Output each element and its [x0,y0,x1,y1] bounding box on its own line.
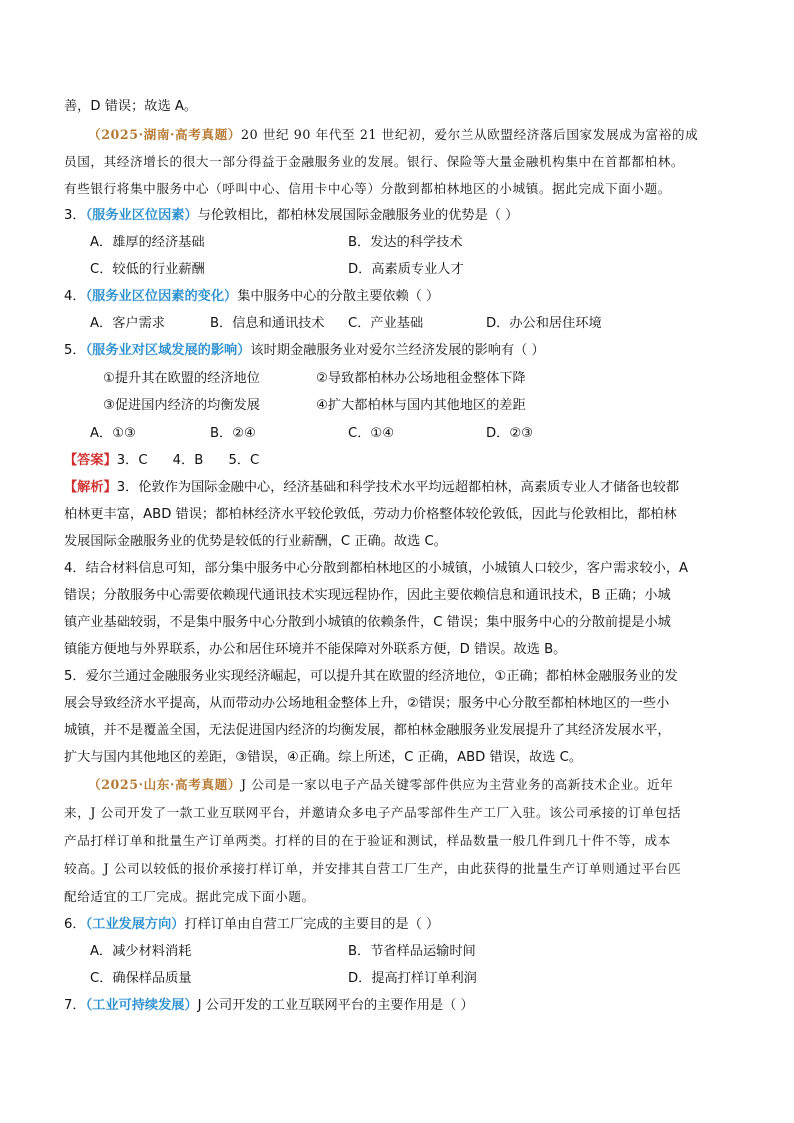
question-4-stem [64,287,439,307]
q4-option-d: D．办公和居住环境 [486,316,602,331]
analysis-line-5: 错误；分散服务中心需要依赖现代通讯技术实现远程协作，因此主要依赖信息和通讯技术，B 正确；小城 [64,588,671,603]
analysis-text: 3．伦敦作为国际金融中心，经济基础和科学技术水平均远超都柏林，高素质专业人才储备也较都 [116,480,680,495]
q4-option-c: C．产业基础 [348,316,424,331]
question-7-stem [64,996,474,1016]
passage-2-source: （2025·山东·高考真题） [88,777,241,792]
analysis-line-11: 扩大与国内其他地区的差距，③错误，④正确。综上所述，C 正确，ABD 错误，故选 C。 [64,750,583,765]
q6-option-d: D．提高打样订单利润 [348,971,477,986]
q5-option-b: B．②④ [210,426,256,441]
answer-label: 【答案】 [64,453,117,468]
analysis-line-9: 展会导致经济水平提高，从而带动办公场地租金整体上升，②错误；服务中心分散至都柏林地区的一些小 [64,696,670,711]
passage-1-line-3: 有些银行将集中服务中心（呼叫中心、信用卡中心等）分散到都柏林地区的小城镇。据此完成下面小题。 [64,181,671,196]
answer-line [64,451,259,471]
passage-2-text: J 公司是一家以电子产品关键零部件供应为主营业务的高新技术企业。近年 [240,777,674,792]
analysis-line-3: 发展国际金融服务业的优势是较低的行业薪酬，C 正确。故选 C。 [64,534,447,549]
q4-option-a: A．客户需求 [90,316,165,331]
q5-option-c: C．①④ [348,426,395,441]
q3-option-c: C．较低的行业薪酬 [90,262,205,277]
question-number: 6． [64,917,86,932]
question-text: J 公司开发的工业互联网平台的主要作用是（ ） [197,998,474,1013]
intro-line: 善，D 错误；故选 A。 [64,99,198,114]
question-6-stem [64,915,439,935]
q3-option-d: D．高素质专业人才 [348,262,464,277]
question-tag: （工业可持续发展） [85,998,198,1013]
analysis-line-1 [64,478,679,498]
analysis-label: 【解析】 [64,480,117,495]
q3-option-b: B．发达的科学技术 [348,235,463,250]
question-text: 集中服务中心的分散主要依赖（ ） [237,289,440,304]
question-number: 7． [64,998,86,1013]
passage-2-line-3: 产品打样订单和批量生产订单两类。打样的目的在于验证和测试，样品数量一般几件到几十件不等，成本 [64,833,671,848]
passage-2-line-2: 来，J 公司开发了一款工业互联网平台，并邀请众多电子产品零部件生产工厂入驻。该公司承接的订单包括 [64,805,682,820]
answer-text: 3．C 4．B 5．C [116,453,260,468]
analysis-line-8: 5．爱尔兰通过金融服务业实现经济崛起，可以提升其在欧盟的经济地位，①正确；都柏林金融服务业的发 [64,669,678,684]
passage-1-text: 20 世纪 90 年代至 21 世纪初，爱尔兰从欧盟经济落后国家发展成为富裕的成 [240,127,699,142]
passage-1-source: （2025·湖南·高考真题） [88,127,241,142]
question-text: 该时期金融服务业对爱尔兰经济发展的影响有（ ） [250,343,545,358]
q5-option-d: D．②③ [486,426,533,441]
passage-2-line-5: 配给适宜的工厂完成。据此完成下面小题。 [64,889,315,904]
question-3-stem [64,206,518,226]
analysis-line-7: 镇能方便地与外界联系，办公和居住环境并不能保障对外联系方便，D 错误。故选 B。 [64,642,567,657]
q5-statement-4: ④扩大都柏林与国内其他地区的差距 [316,398,526,413]
q4-option-b: B．信息和通讯技术 [210,316,325,331]
q3-option-a: A．雄厚的经济基础 [90,235,205,250]
question-tag: （服务业对区域发展的影响） [85,343,251,358]
passage-1-line-2: 员国，其经济增长的很大一部分得益于金融服务业的发展。银行、保险等大量金融机构集中在首都都柏林。 [64,154,685,169]
q6-option-b: B．节省样品运输时间 [348,944,476,959]
passage-2-line-4: 较高。J 公司以较低的报价承接打样订单，并安排其自营工厂生产，由此获得的批量生产订单则通过平台匹 [64,861,682,876]
question-tag: （工业发展方向） [85,917,185,932]
q5-statement-3: ③促进国内经济的均衡发展 [103,398,260,413]
q6-option-c: C．确保样品质量 [90,971,192,986]
question-number: 4． [64,289,86,304]
q5-option-a: A．①③ [90,426,136,441]
question-number: 5． [64,343,86,358]
passage-2-line-1 [88,775,673,795]
question-text: 与伦敦相比，都柏林发展国际金融服务业的优势是（ ） [197,208,519,223]
q5-statement-2: ②导致都柏林办公场地租金整体下降 [316,371,526,386]
question-tag: （服务业区位因素） [85,208,198,223]
analysis-line-6: 镇产业基础较弱，不是集中服务中心分散到小城镇的依赖条件，C 错误；集中服务中心的分散前提是小城 [64,615,671,630]
analysis-line-4: 4．结合材料信息可知，部分集中服务中心分散到都柏林地区的小城镇，小城镇人口较少，客户需求较小，A [64,561,689,576]
q6-option-a: A．减少材料消耗 [90,944,192,959]
question-number: 3． [64,208,86,223]
analysis-line-2: 柏林更丰富，ABD 错误；都柏林经济水平较伦敦低，劳动力价格整体较伦敦低，因此与伦敦相比，都柏林 [64,507,677,522]
analysis-line-10: 城镇，并不是覆盖全国，无法促进国内经济的均衡发展，都柏林金融服务业发展提升了其经济发展水平， [64,723,671,738]
question-5-stem [64,341,545,361]
question-text: 打样订单由自营工厂完成的主要目的是（ ） [184,917,440,932]
question-tag: （服务业区位因素的变化） [85,289,238,304]
passage-1-line-1 [88,125,698,145]
q5-statement-1: ①提升其在欧盟的经济地位 [103,371,260,386]
